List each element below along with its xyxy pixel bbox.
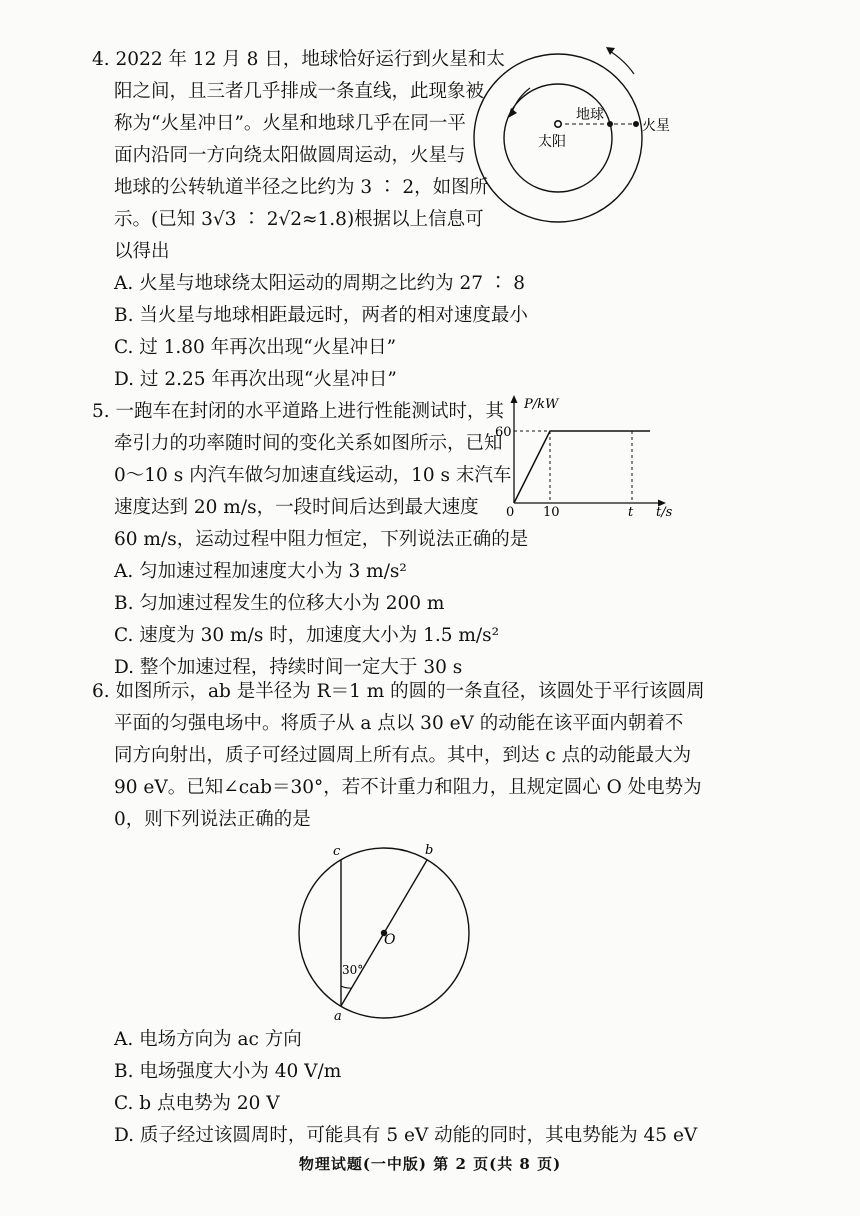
q4-line-2: 阳之间，且三者几乎排成一条直线，此现象被 bbox=[114, 81, 485, 102]
q6-line-4: 90 eV。已知∠cab＝30°，若不计重力和阻力，且规定圆心 O 处电势为 bbox=[114, 777, 702, 798]
q6-line-5: 0，则下列说法正确的是 bbox=[114, 809, 311, 830]
q6-line-1: 6. 如图所示，ab 是半径为 R＝1 m 的圆的一条直径，该圆处于平行该圆周 bbox=[92, 681, 705, 702]
question-6 bbox=[92, 676, 705, 836]
mars-label: 火星 bbox=[642, 118, 670, 134]
y-axis-arrow-icon bbox=[511, 395, 518, 403]
q5-option-d: D. 整个加速过程，持续时间一定大于 30 s bbox=[114, 657, 463, 678]
label-b: b bbox=[425, 843, 434, 858]
q4-option-c: C. 过 1.80 年再次出现“火星冲日” bbox=[114, 337, 397, 358]
q6-option-d: D. 质子经过该圆周时，可能具有 5 eV 动能的同时，其电势能为 45 eV bbox=[114, 1125, 698, 1146]
origin-label: 0 bbox=[506, 505, 515, 520]
q4-line-7: 以得出 bbox=[114, 241, 170, 262]
q5-line-5: 60 m/s，运动过程中阻力恒定，下列说法正确的是 bbox=[114, 529, 529, 550]
q5-option-b: B. 匀加速过程发生的位移大小为 200 m bbox=[114, 593, 445, 614]
q5-option-a: A. 匀加速过程加速度大小为 3 m/s² bbox=[114, 561, 407, 582]
q6-option-c: C. b 点电势为 20 V bbox=[114, 1093, 280, 1114]
label-angle: 30° bbox=[342, 963, 364, 977]
q6-line-2: 平面的匀强电场中。将质子从 a 点以 30 eV 的动能在该平面内朝着不 bbox=[114, 713, 684, 734]
power-time-graph bbox=[490, 388, 680, 520]
page-footer: 物理试题(一中版) 第 2 页(共 8 页) bbox=[298, 1155, 562, 1173]
q5-line-1: 5. 一跑车在封闭的水平道路上进行性能测试时，其 bbox=[92, 401, 505, 422]
sun-icon bbox=[555, 121, 561, 127]
earth-icon bbox=[607, 121, 613, 127]
q5-line-4: 速度达到 20 m/s，一段时间后达到最大速度 bbox=[114, 497, 479, 518]
field-circle-figure bbox=[290, 840, 490, 1020]
q6-option-b: B. 电场强度大小为 40 V/m bbox=[114, 1061, 342, 1082]
y-tick-60: 60 bbox=[495, 425, 512, 440]
question-5 bbox=[92, 396, 528, 684]
q4-option-b: B. 当火星与地球相距最远时，两者的相对速度最小 bbox=[114, 305, 528, 326]
q6-option-a: A. 电场方向为 ac 方向 bbox=[114, 1029, 302, 1050]
q4-option-d: D. 过 2.25 年再次出现“火星冲日” bbox=[114, 369, 397, 390]
question-4 bbox=[92, 44, 528, 396]
q4-line-5: 地球的公转轨道半径之比约为 3 ∶ 2，如图所 bbox=[114, 177, 489, 198]
x-tick-10: 10 bbox=[543, 505, 560, 520]
label-c: c bbox=[333, 844, 341, 859]
q4-line-6: 示。(已知 3√3 ∶ 2√2≈1.8)根据以上信息可 bbox=[114, 209, 484, 230]
q5-line-2: 牵引力的功率随时间的变化关系如图所示，已知 bbox=[114, 433, 503, 454]
angle-arc bbox=[341, 986, 352, 988]
label-o: O bbox=[384, 932, 396, 948]
mars-direction-arrow bbox=[608, 50, 634, 74]
q4-line-1: 4. 2022 年 12 月 8 日，地球恰好运行到火星和太 bbox=[92, 49, 505, 70]
question-6-options bbox=[92, 1024, 697, 1152]
power-curve bbox=[514, 431, 650, 503]
q4-option-a: A. 火星与地球绕太阳运动的周期之比约为 27 ∶ 8 bbox=[114, 273, 526, 294]
y-axis-label: P/kW bbox=[524, 397, 559, 412]
x-tick-t: t bbox=[628, 505, 634, 520]
orbit-figure bbox=[470, 36, 690, 256]
x-axis-label: t/s bbox=[656, 505, 673, 520]
q5-line-3: 0～10 s 内汽车做匀加速直线运动，10 s 末汽车 bbox=[114, 465, 512, 486]
label-a: a bbox=[334, 1009, 342, 1020]
earth-direction-arrow bbox=[512, 88, 530, 112]
sun-label: 太阳 bbox=[538, 134, 566, 150]
q4-line-4: 面内沿同一方向绕太阳做圆周运动，火星与 bbox=[114, 145, 466, 166]
earth-label: 地球 bbox=[576, 107, 604, 123]
mars-icon bbox=[633, 121, 639, 127]
q5-option-c: C. 速度为 30 m/s 时，加速度大小为 1.5 m/s² bbox=[114, 625, 500, 646]
q4-line-3: 称为“火星冲日”。火星和地球几乎在同一平 bbox=[114, 113, 466, 134]
q6-line-3: 同方向射出，质子可经过圆周上所有点。其中，到达 c 点的动能最大为 bbox=[114, 745, 692, 766]
